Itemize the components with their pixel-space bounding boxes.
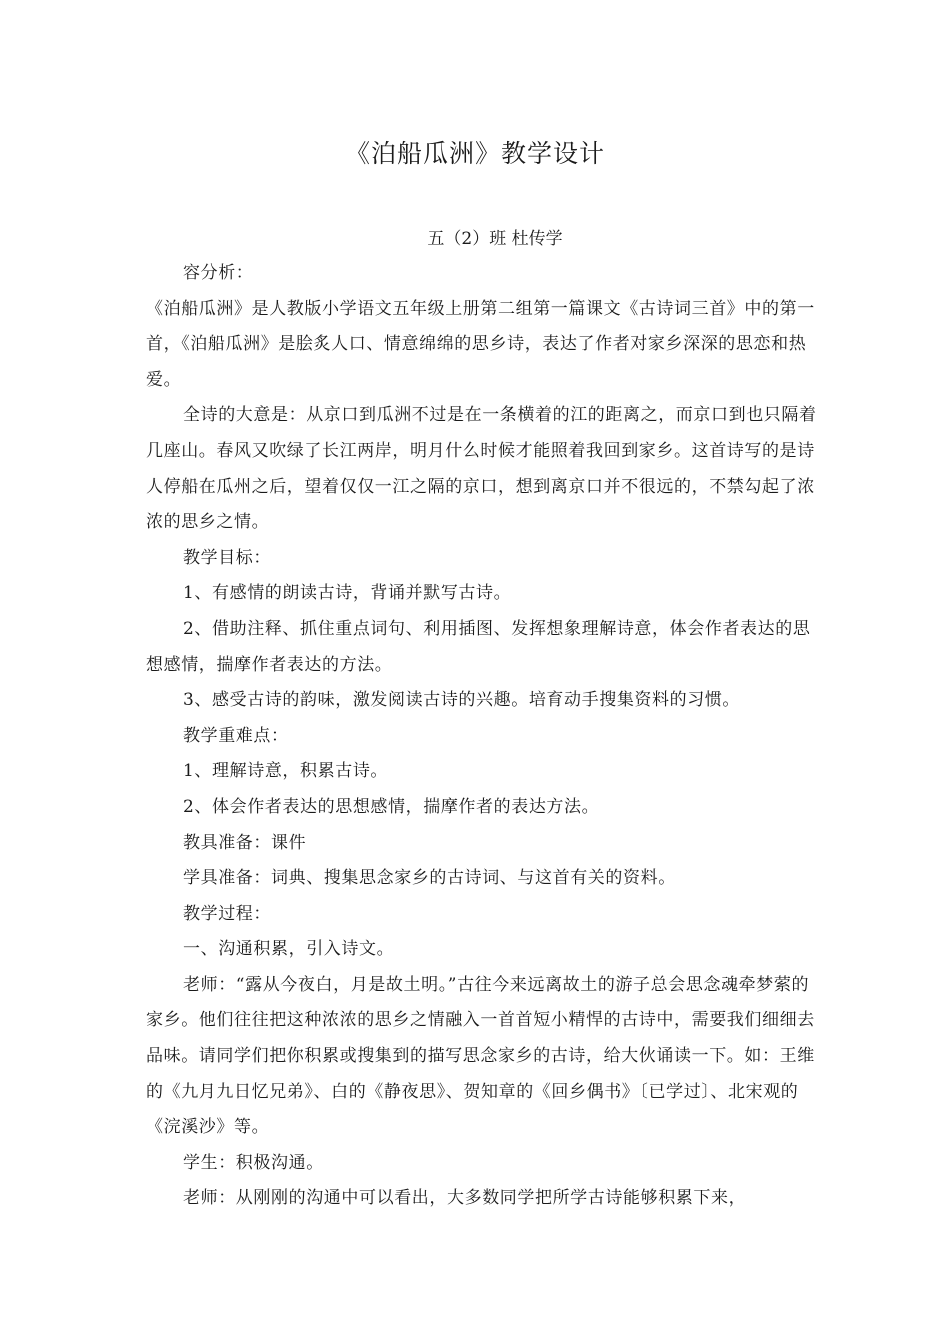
paragraph-content-analysis: 《泊船瓜洲》是人教版小学语文五年级上册第二组第一篇课文《古诗词三首》中的第一首，《泊船瓜洲》是脍炙人口、情意绵绵的思乡诗，表达了作者对家乡深深的思恋和热爱。 <box>146 298 815 390</box>
paragraph-goal-1: 1、有感情的朗读古诗，背诵并默写古诗。 <box>183 583 512 604</box>
paragraph-student-response: 学生：积极沟通。 <box>183 1152 324 1173</box>
paragraph-goals-heading: 教学目标： <box>183 547 271 568</box>
document-title: 《泊船瓜洲》教学设计 <box>344 139 605 168</box>
paragraph-teaching-aids: 教具准备：课件 <box>183 832 307 853</box>
paragraph-key-point-2: 2、体会作者表达的思想感情，揣摩作者的表达方法。 <box>183 796 600 817</box>
paragraph-teacher-followup: 老师：从刚刚的沟通中可以看出，大多数同学把所学古诗能够积累下来， <box>183 1188 747 1209</box>
paragraph-process-heading: 教学过程： <box>183 903 271 924</box>
paragraph-goal-3: 3、感受古诗的韵味，激发阅读古诗的兴趣。培育动手搜集资料的习惯。 <box>183 690 741 711</box>
document-body <box>146 256 826 1217</box>
document-author: 五（2）班 杜传学 <box>427 229 563 249</box>
paragraph-content-analysis-heading: 容分析： <box>183 263 254 283</box>
paragraph-teacher-intro: 老师：“露从今夜白，月是故土明。”古往今来远离故土的游子总会思念魂牵梦萦的家乡。他们往往把这种浓浓的思乡之情融入一首首短小精悍的古诗中，需要我们细细去品味。请同学们把你积累或搜集到的描写思念家乡的古诗，给大伙诵读一下。如：王维的《九月九日忆兄弟》、白的《静夜思》、贺知章的《回乡偶书》〔已学过〕、北宋观的《浣溪沙》等。 <box>146 974 815 1138</box>
paragraph-key-point-1: 1、理解诗意，积累古诗。 <box>183 761 389 782</box>
paragraph-poem-meaning: 全诗的大意是：从京口到瓜洲不过是在一条横着的江的距离之，而京口到也只隔着几座山。春风又吹绿了长江两岸，明月什么时候才能照着我回到家乡。这首诗写的是诗人停船在瓜州之后，望着仅仅一江之隔的京口，想到离京口并不很远的，不禁勾起了浓浓的思乡之情。 <box>146 405 817 533</box>
paragraph-step-1-heading: 一、沟通积累，引入诗文。 <box>183 939 395 960</box>
paragraph-key-points-heading: 教学重难点： <box>183 725 289 746</box>
paragraph-goal-2: 2、借助注释、抓住重点词句、利用插图、发挥想象理解诗意，体会作者表达的思想感情，揣摩作者表达的方法。 <box>146 618 811 675</box>
paragraph-learning-aids: 学具准备：词典、搜集思念家乡的古诗词、与这首有关的资料。 <box>183 868 676 889</box>
